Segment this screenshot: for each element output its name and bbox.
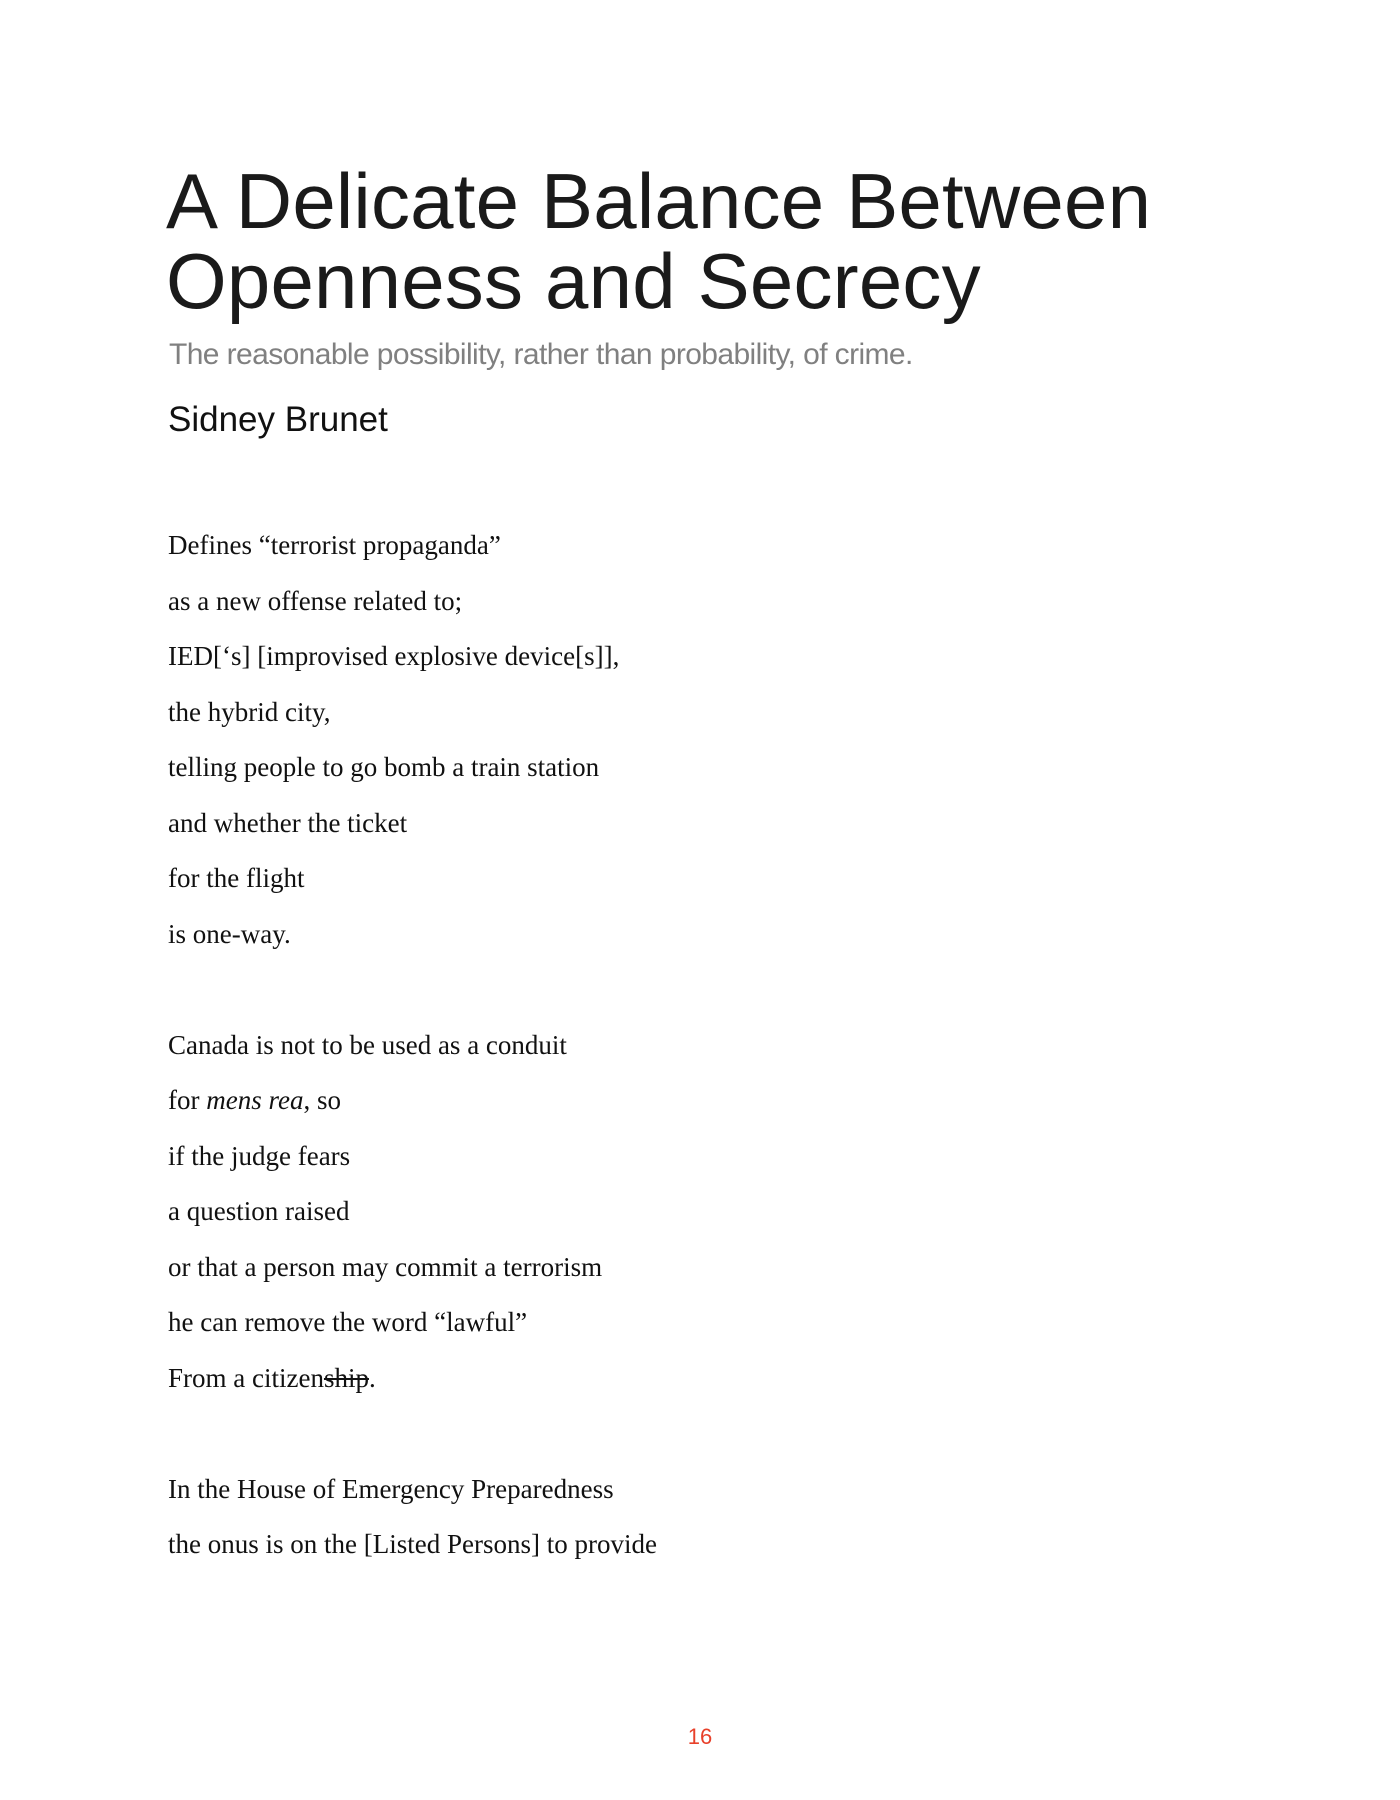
poem-line [168, 1351, 657, 1407]
title-line-2: Openness and Secrecy [166, 237, 981, 325]
poem-line: Defines “terrorist propaganda” [168, 530, 501, 560]
poem-line: as a new offense related to; [168, 585, 463, 616]
title-line-1: A Delicate Balance Between [166, 157, 1152, 245]
poem-line: In the House of Emergency Preparedness [168, 1473, 614, 1504]
line-text: , so [303, 1085, 341, 1115]
poem-line: for the flight [168, 863, 305, 893]
page-number: 16 [687, 1724, 713, 1749]
poem-line: telling people to go bomb a train station [168, 752, 600, 782]
line-text: From a citizen [168, 1362, 324, 1393]
poem-line: he can remove the word “lawful” [168, 1307, 528, 1337]
article-title [166, 157, 1152, 325]
poem-line: and whether the ticket [168, 807, 408, 838]
poem-line: if the judge fears [168, 1140, 351, 1171]
author-name: Sidney Brunet [168, 400, 388, 439]
poem-line: the hybrid city, [168, 696, 331, 727]
stanza-3 [168, 1462, 657, 1573]
article-subtitle: The reasonable possibility, rather than probability, of crime. [169, 338, 913, 371]
line-text: . [368, 1362, 376, 1393]
stanza-1 [168, 518, 657, 962]
poem-body [168, 518, 657, 1573]
stanza-2 [168, 1018, 657, 1407]
poem-line: the onus is on the [Listed Persons] to provide [168, 1529, 657, 1559]
poem-line: or that a person may commit a terrorism [168, 1251, 603, 1282]
italic-phrase: mens rea [206, 1085, 304, 1115]
stanza-break [168, 1406, 657, 1462]
struck-text: ship [323, 1362, 369, 1393]
poem-line: is one-way. [168, 918, 291, 949]
stanza-break [168, 962, 657, 1018]
line-text: for [168, 1085, 207, 1115]
poem-line: Canada is not to be used as a conduit [168, 1029, 567, 1060]
poem-line: IED[‘s] [improvised explosive device[s]], [168, 641, 620, 671]
poem-line: a question raised [168, 1196, 350, 1226]
poem-line [168, 1073, 657, 1129]
